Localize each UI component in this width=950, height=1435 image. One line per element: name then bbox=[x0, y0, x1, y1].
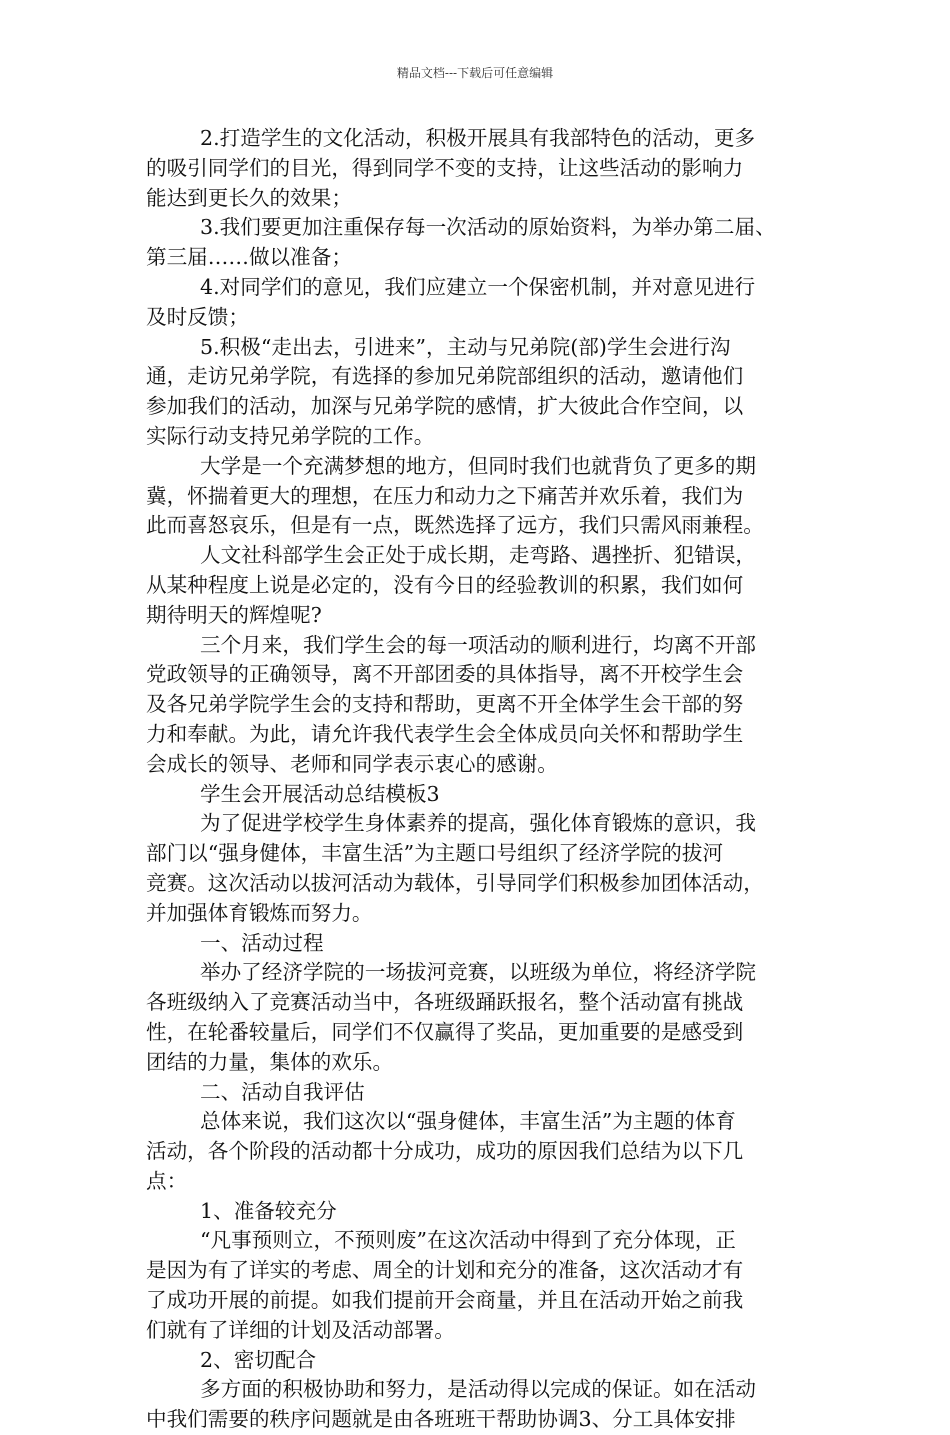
text-line: 多方面的积极协助和努力，是活动得以完成的保证。如在活动 bbox=[200, 1377, 757, 1402]
text-line: 2、密切配合 bbox=[200, 1347, 317, 1372]
text-line: 及时反馈； bbox=[146, 304, 249, 329]
text-line: 竞赛。这次活动以拔河活动为载体，引导同学们积极参加团体活动， bbox=[146, 870, 764, 895]
text-line: 为了促进学校学生身体素养的提高，强化体育锻炼的意识，我 bbox=[200, 811, 757, 836]
text-line: 部门以“强身健体，丰富生活”为主题口号组织了经济学院的拔河 bbox=[146, 841, 724, 866]
text-line: 2.打造学生的文化活动，积极开展具有我部特色的活动，更多 bbox=[200, 126, 756, 150]
text-line: 性，在轮番较量后，同学们不仅赢得了奖品，更加重要的是感受到 bbox=[146, 1019, 744, 1044]
text-line: 三个月来，我们学生会的每一项活动的顺利进行，均离不开部 bbox=[200, 632, 757, 657]
text-line: 各班级纳入了竞赛活动当中，各班级踊跃报名，整个活动富有挑战 bbox=[146, 990, 744, 1015]
text-line: 3.我们要更加注重保存每一次活动的原始资料，为举办第二届、 bbox=[200, 215, 776, 240]
text-line: 及各兄弟学院学生会的支持和帮助，更离不开全体学生会干部的努 bbox=[146, 692, 744, 717]
text-line: 此而喜怒哀乐，但是有一点，既然选择了远方，我们只需风雨兼程。 bbox=[146, 513, 764, 538]
text-line: 的吸引同学们的目光，得到同学不变的支持，让这些活动的影响力 bbox=[146, 155, 744, 180]
text-line: 团结的力量，集体的欢乐。 bbox=[146, 1049, 394, 1074]
text-line: 二、活动自我评估 bbox=[200, 1079, 365, 1104]
text-line: 5.积极“走出去，引进来”，主动与兄弟院(部)学生会进行沟 bbox=[200, 334, 731, 359]
text-line: 点： bbox=[146, 1168, 188, 1193]
text-line: 党政领导的正确领导，离不开部团委的具体指导，离不开校学生会 bbox=[146, 662, 744, 687]
text-line: 大学是一个充满梦想的地方，但同时我们也就背负了更多的期 bbox=[200, 453, 757, 478]
text-line: 通，走访兄弟学院，有选择的参加兄弟院部组织的活动，邀请他们 bbox=[146, 364, 744, 389]
text-line: 4.对同学们的意见，我们应建立一个保密机制，并对意见进行 bbox=[200, 274, 756, 299]
text-line: 总体来说，我们这次以“强身健体，丰富生活”为主题的体育 bbox=[200, 1109, 736, 1134]
text-line: 一、活动过程 bbox=[200, 930, 324, 955]
text-line: 了成功开展的前提。如我们提前开会商量，并且在活动开始之前我 bbox=[146, 1288, 744, 1313]
document-body bbox=[146, 124, 810, 1435]
text-line: 力和奉献。为此，请允许我代表学生会全体成员向关怀和帮助学生 bbox=[146, 721, 744, 746]
page-header: 精品文档---下载后可任意编辑 bbox=[396, 66, 554, 80]
text-line: 中我们需要的秩序问题就是由各班班干帮助协调3、分工具体安排 bbox=[146, 1407, 736, 1432]
text-line: 会成长的领导、老师和同学表示衷心的感谢。 bbox=[146, 751, 558, 776]
text-line: 从某种程度上说是必定的，没有今日的经验教训的积累，我们如何 bbox=[146, 572, 744, 597]
text-line: 人文社科部学生会正处于成长期，走弯路、遇挫折、犯错误， bbox=[200, 543, 757, 568]
text-line: 能达到更长久的效果； bbox=[146, 185, 352, 210]
text-line: 1、准备较充分 bbox=[200, 1198, 337, 1223]
text-line: 冀，怀揣着更大的理想，在压力和动力之下痛苦并欢乐着，我们为 bbox=[146, 483, 744, 508]
text-line: 举办了经济学院的一场拔河竞赛，以班级为单位，将经济学院 bbox=[200, 960, 757, 985]
text-line: 实际行动支持兄弟学院的工作。 bbox=[146, 423, 435, 448]
text-line: 是因为有了详实的考虑、周全的计划和充分的准备，这次活动才有 bbox=[146, 1258, 744, 1283]
text-line: 并加强体育锻炼而努力。 bbox=[146, 900, 373, 925]
text-line: 活动，各个阶段的活动都十分成功，成功的原因我们总结为以下几 bbox=[146, 1139, 744, 1164]
text-line: “凡事预则立，不预则废”在这次活动中得到了充分体现，正 bbox=[200, 1228, 736, 1253]
text-line: 第三届……做以准备； bbox=[146, 245, 352, 270]
text-line: 期待明天的辉煌呢? bbox=[146, 602, 322, 627]
text-line: 参加我们的活动，加深与兄弟学院的感情，扩大彼此合作空间，以 bbox=[146, 394, 744, 419]
text-line: 们就有了详细的计划及活动部署。 bbox=[146, 1317, 455, 1342]
text-line: 学生会开展活动总结模板3 bbox=[200, 781, 440, 806]
